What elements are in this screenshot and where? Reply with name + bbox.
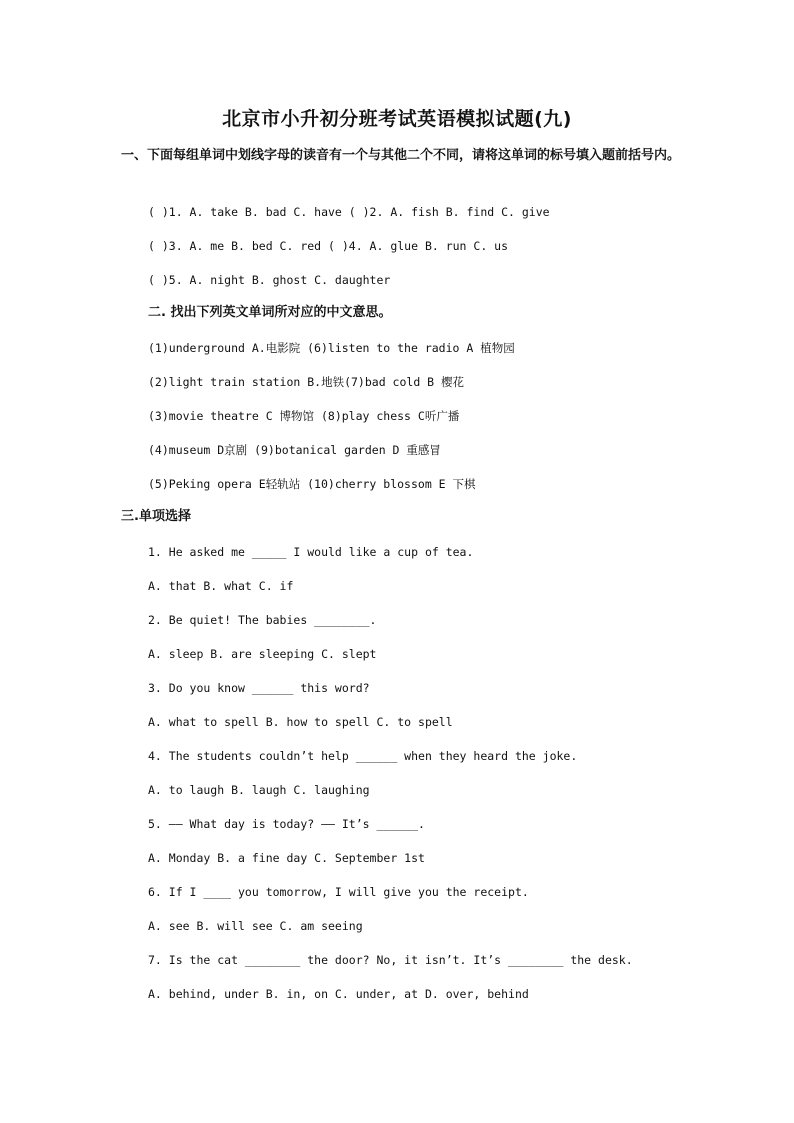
question-3: 3. Do you know ______ this word? bbox=[148, 681, 370, 695]
section-1-heading: 一、下面每组单词中划线字母的读音有一个与其他二个不同，请将这单词的标号填入题前括号内。 bbox=[121, 148, 681, 163]
question-7: 7. Is the cat ________ the door? No, it isn’t. It’s ________ the desk. bbox=[148, 953, 633, 967]
section-2-line-1: (1)underground A.电影院 (6)listen to the radio A 植物园 bbox=[148, 341, 515, 355]
question-4-options: A. to laugh B. laugh C. laughing bbox=[148, 783, 370, 797]
section-2-heading: 二. 找出下列英文单词所对应的中文意思。 bbox=[148, 305, 392, 320]
question-2-options: A. sleep B. are sleeping C. slept bbox=[148, 647, 377, 661]
section-2-line-5: (5)Peking opera E轻轨站 (10)cherry blossom E 下棋 bbox=[148, 477, 476, 491]
page-title: 北京市小升初分班考试英语模拟试题(九) bbox=[222, 108, 572, 130]
question-3-options: A. what to spell B. how to spell C. to spell bbox=[148, 715, 453, 729]
section-1-line-3: ( )5. A. night B. ghost C. daughter bbox=[148, 273, 391, 287]
section-2-line-4: (4)museum D京剧 (9)botanical garden D 重感冒 bbox=[148, 443, 441, 457]
section-3-heading: 三.单项选择 bbox=[121, 509, 191, 524]
question-4: 4. The students couldn’t help ______ when they heard the joke. bbox=[148, 749, 578, 763]
question-2: 2. Be quiet! The babies ________. bbox=[148, 613, 377, 627]
question-5: 5. —— What day is today? —— It’s ______. bbox=[148, 817, 425, 831]
question-1-options: A. that B. what C. if bbox=[148, 579, 294, 593]
question-6: 6. If I ____ you tomorrow, I will give you the receipt. bbox=[148, 885, 529, 899]
section-1-line-2: ( )3. A. me B. bed C. red ( )4. A. glue B. run C. us bbox=[148, 239, 509, 253]
question-1: 1. He asked me _____ I would like a cup of tea. bbox=[148, 545, 474, 559]
question-5-options: A. Monday B. a fine day C. September 1st bbox=[148, 851, 425, 865]
section-2-line-3: (3)movie theatre C 博物馆 (8)play chess C听广播 bbox=[148, 409, 460, 423]
section-1-line-1: ( )1. A. take B. bad C. have ( )2. A. fish B. find C. give bbox=[148, 205, 550, 219]
question-7-options: A. behind, under B. in, on C. under, at D. over, behind bbox=[148, 987, 529, 1001]
section-2-line-2: (2)light train station B.地铁(7)bad cold B 樱花 bbox=[148, 375, 465, 389]
question-6-options: A. see B. will see C. am seeing bbox=[148, 919, 363, 933]
